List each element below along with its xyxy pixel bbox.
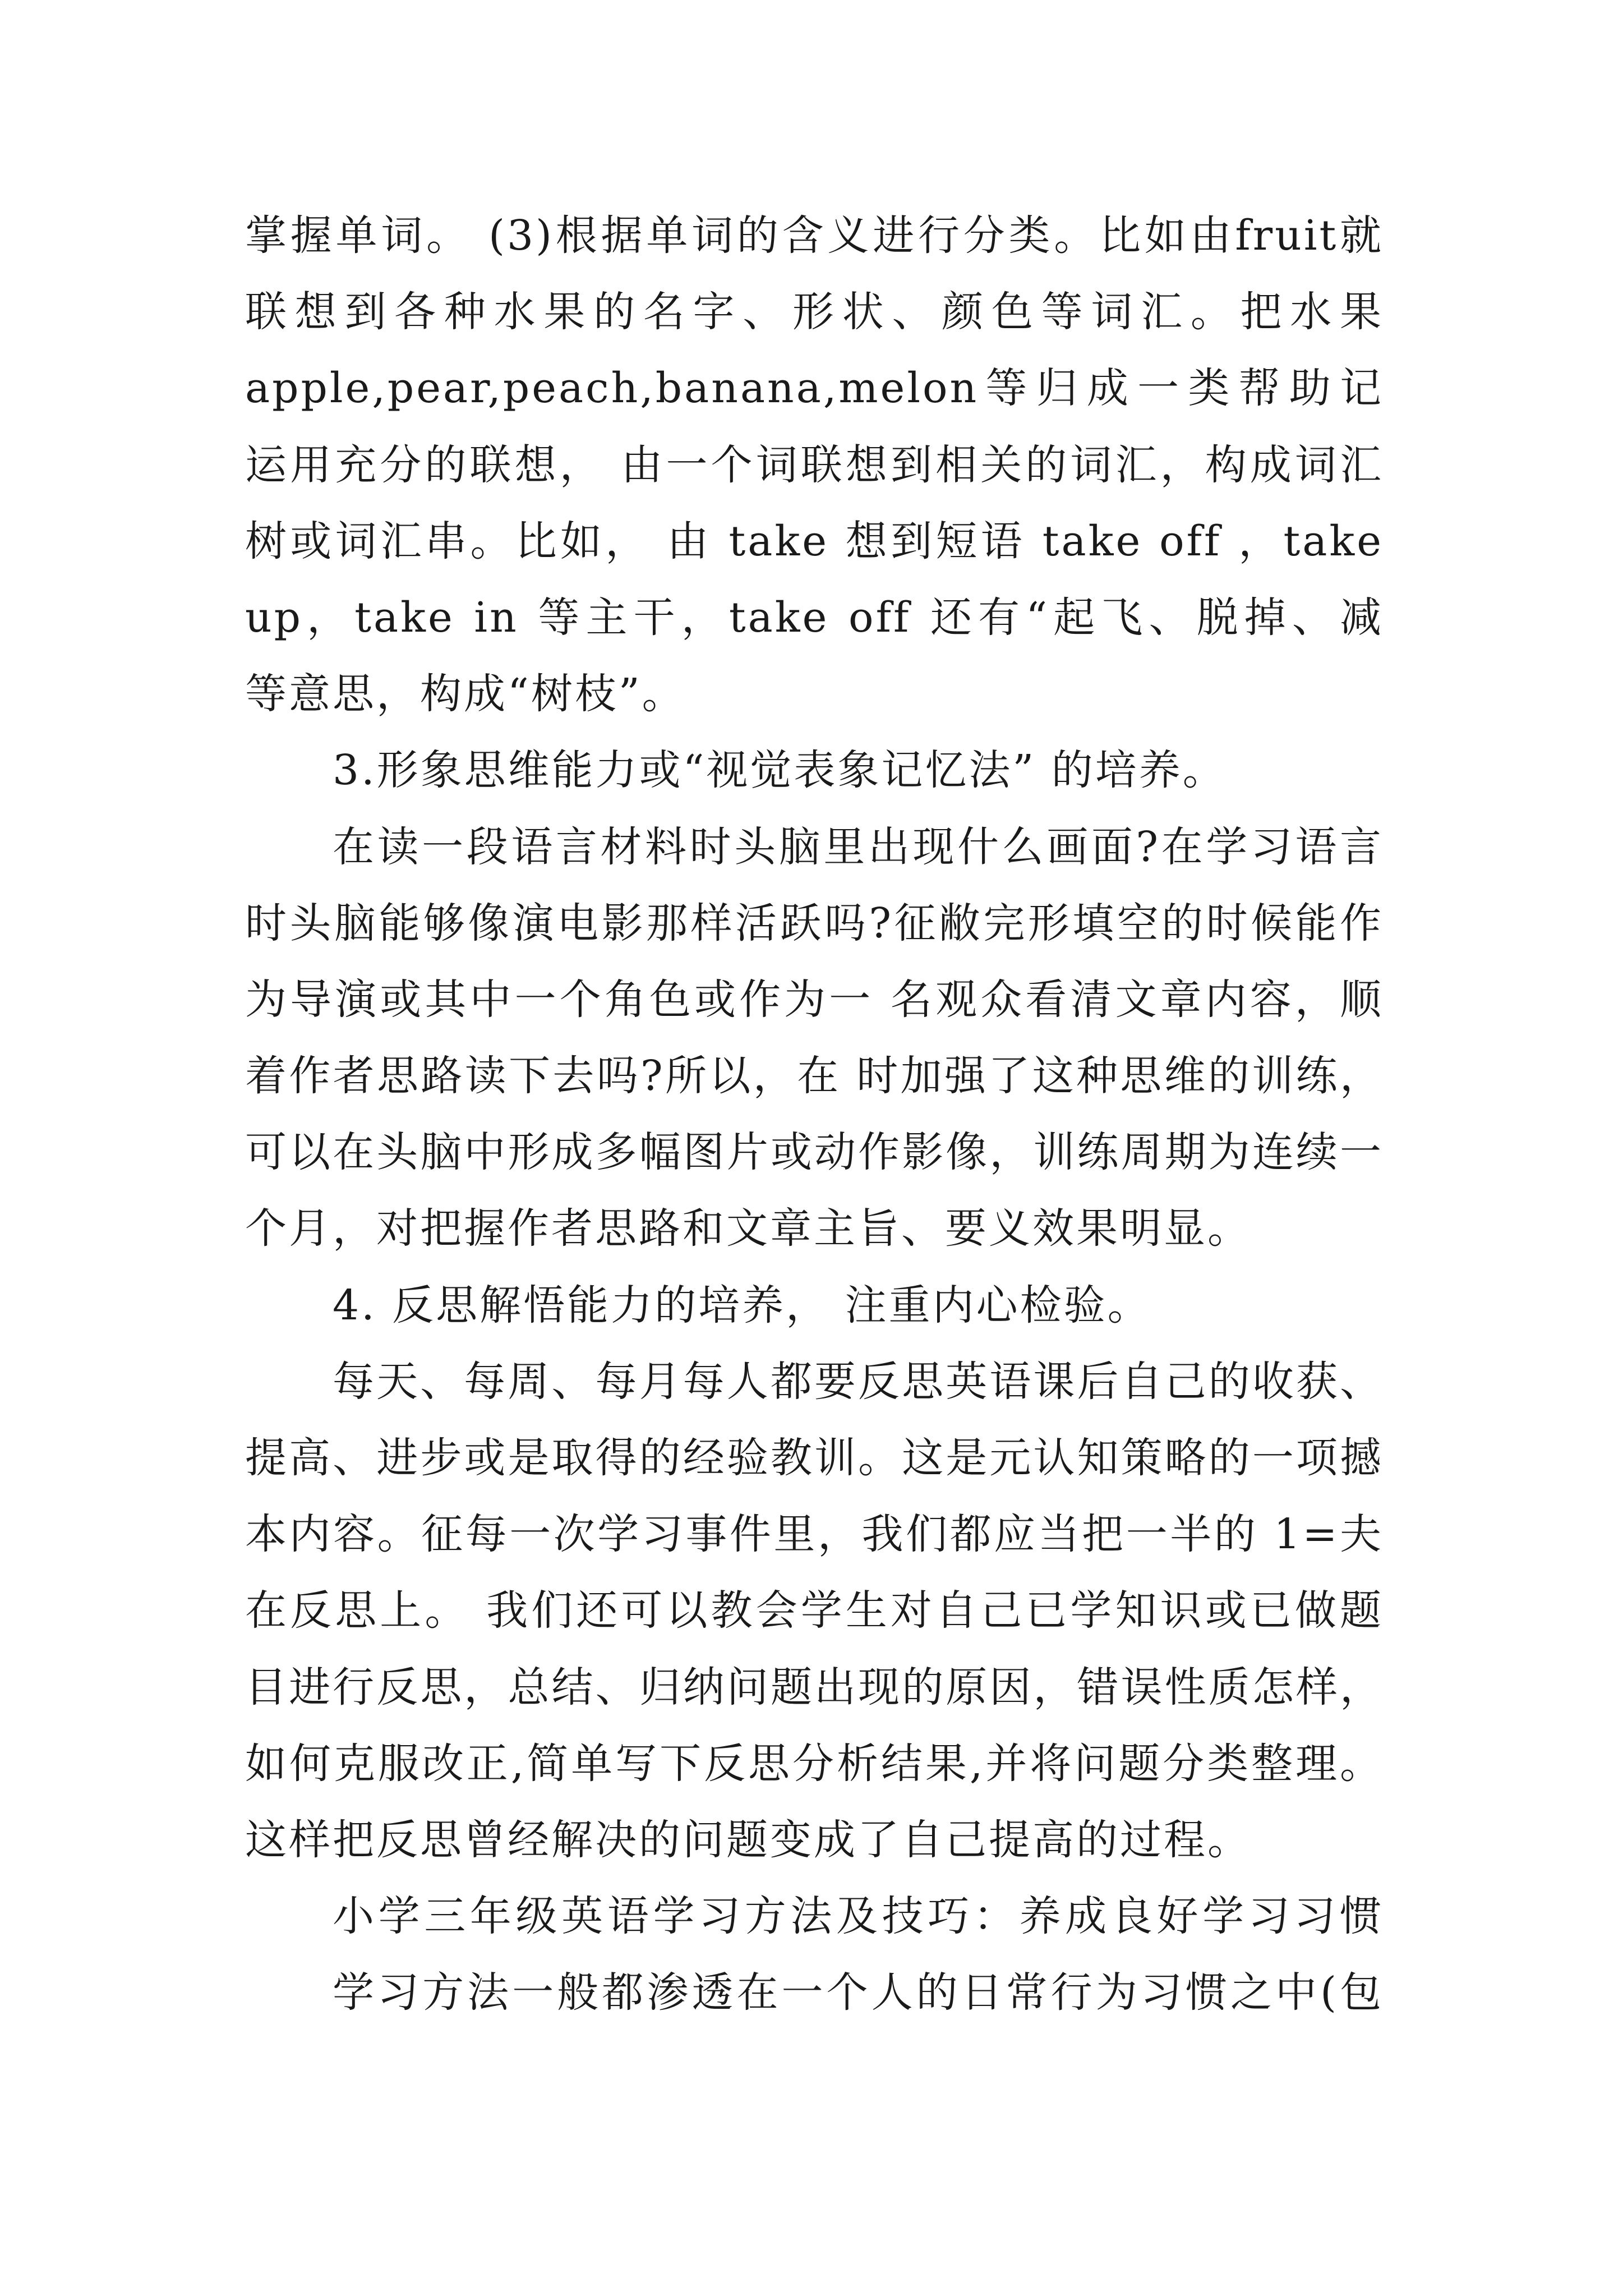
text-line: 如何克服改正,简单写下反思分析结果,并将问题分类整理。 bbox=[245, 1739, 1384, 1788]
text-line: up，take in 等主干，take off 还有“起飞、脱掉、减 bbox=[245, 593, 1384, 642]
text-line: 联想到各种水果的名字、形状、颜色等词汇。把水果 bbox=[245, 288, 1384, 337]
text-line: 在反思上。 我们还可以教会学生对自己已学知识或已做题 bbox=[245, 1586, 1384, 1635]
text-line: 个月，对把握作者思路和文章主旨、要义效果明显。 bbox=[245, 1204, 1251, 1253]
text-line: 为导演或其中一个角色或作为一 名观众看清文章内容，顺 bbox=[245, 975, 1384, 1024]
section-heading: 小学三年级英语学习方法及技巧：养成良好学习习惯 bbox=[333, 1892, 1384, 1941]
text-line: 可以在头脑中形成多幅图片或动作影像，训练周期为连续一 bbox=[245, 1128, 1384, 1177]
text-line: 时头脑能够像演电影那样活跃吗?征敝完形填空的时候能作 bbox=[245, 899, 1384, 947]
text-line: 目进行反思，总结、归纳问题出现的原因，错误性质怎样， bbox=[245, 1663, 1384, 1711]
section-heading: 3.形象思维能力或“视觉表象记忆法” 的培养。 bbox=[333, 746, 1227, 795]
text-line: 运用充分的联想， 由一个词联想到相关的词汇，构成词汇 bbox=[245, 440, 1384, 489]
text-line: 提高、进步或是取得的经验教训。这是元认知策略的一项撼 bbox=[245, 1434, 1384, 1482]
text-line: 等意思，构成“树枝”。 bbox=[245, 670, 686, 719]
body-text bbox=[245, 197, 1384, 2031]
text-line: 掌握单词。 (3)根据单词的含义进行分类。比如由fruit就 bbox=[245, 211, 1384, 260]
text-line: 树或词汇串。比如， 由 take 想到短语 take off ，take bbox=[245, 517, 1384, 565]
section-heading: 4. 反思解悟能力的培养， 注重内心检验。 bbox=[333, 1281, 1151, 1329]
text-line: apple,pear,peach,banana,melon等归成一类帮助记 bbox=[245, 364, 1384, 413]
text-line: 这样把反思曾经解决的问题变成了自己提高的过程。 bbox=[245, 1815, 1251, 1864]
text-line: 学习方法一般都渗透在一个人的日常行为习惯之中(包 bbox=[333, 1968, 1384, 2017]
text-line: 本内容。征每一次学习事件里，我们都应当把一半的 1=夫 bbox=[245, 1510, 1384, 1559]
text-line: 在读一段语言材料时头脑里出现什么画面?在学习语言 bbox=[333, 822, 1384, 871]
text-line: 着作者思路读下去吗?所以，在 时加强了这种思维的训练， bbox=[245, 1052, 1384, 1101]
text-line: 每天、每周、每月每人都要反思英语课后自己的收获、 bbox=[333, 1357, 1384, 1406]
